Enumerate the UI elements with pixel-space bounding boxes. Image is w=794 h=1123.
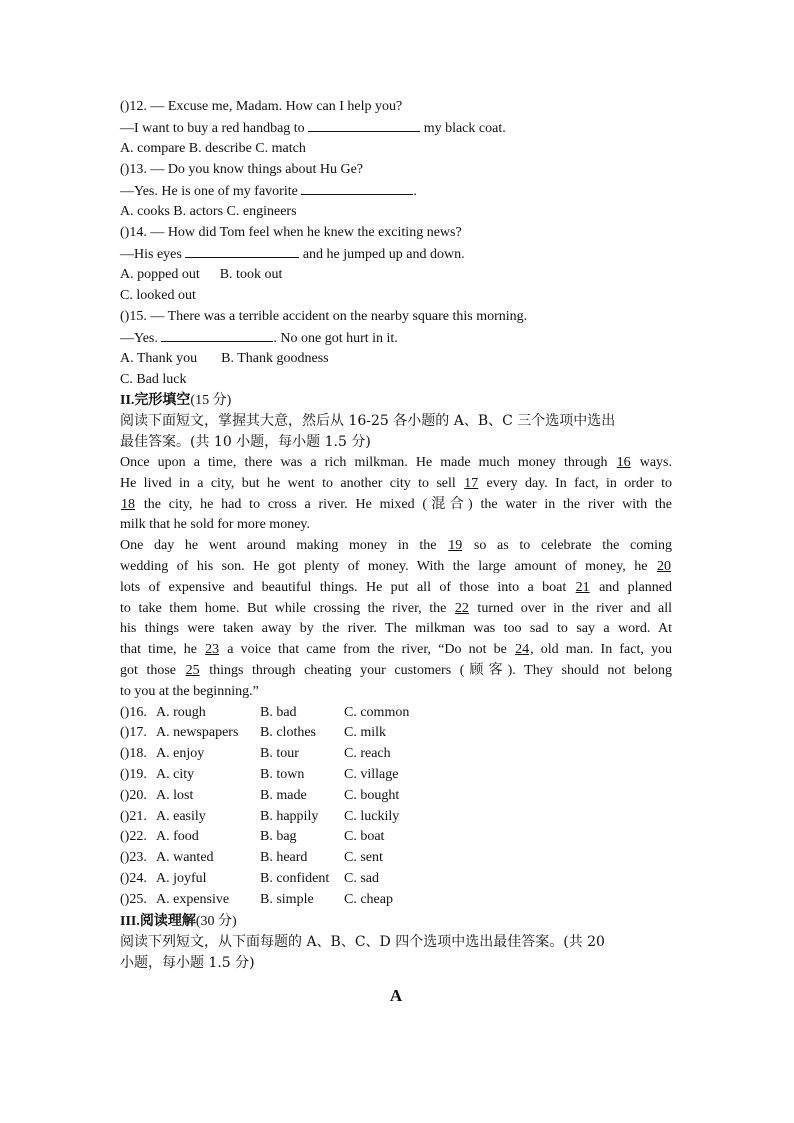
passage-text: ways. — [631, 455, 672, 470]
choice-option-c[interactable]: C. luckily — [344, 808, 400, 824]
passage-text: every day. In fact, in order to — [479, 475, 673, 491]
choice-option-b[interactable]: B. simple — [260, 891, 314, 907]
question-15-response-before: —Yes. — [120, 331, 162, 346]
question-14-response-before: —His eyes — [120, 247, 186, 262]
passage-line — [120, 453, 672, 474]
passage-text: lots of expensive and beautiful things. He put all of those into a boat — [120, 579, 575, 595]
passage-line — [120, 474, 672, 495]
choice-option-a[interactable]: A. expensive — [156, 891, 230, 907]
choice-option-c[interactable]: C. village — [344, 766, 399, 782]
passage-line — [120, 536, 672, 557]
passage-line: to you at the beginning.” — [120, 683, 259, 699]
question-15-stem: ()15. — There was a terrible accident on the nearby square this morning. — [120, 309, 528, 324]
choice-row — [120, 890, 672, 911]
question-14-option-b: B. took out — [219, 267, 283, 282]
choice-question-number: ()23. — [120, 850, 147, 866]
choice-row — [120, 723, 672, 744]
choice-question-number: ()20. — [120, 787, 147, 803]
passage-line — [120, 640, 672, 661]
passage-text: , old man. In fact, you — [530, 642, 673, 658]
question-15-option-a: A. Thank you — [120, 351, 198, 366]
question-14-stem: ()14. — How did Tom feel when he knew the exciting news? — [120, 225, 462, 240]
question-15-blank[interactable] — [161, 327, 273, 342]
question-14-response-after: and he jumped up and down. — [299, 247, 465, 262]
choice-option-b[interactable]: B. confident — [260, 870, 330, 886]
question-14-option-a: A. popped out — [120, 267, 200, 282]
choice-option-c[interactable]: C. sent — [344, 850, 383, 866]
choice-question-number: ()22. — [120, 829, 147, 845]
blank-number-24: 24 — [515, 642, 530, 658]
question-12-options: A. compare B. describe C. match — [120, 141, 306, 156]
choice-question-number: ()18. — [120, 746, 147, 762]
blank-number-19: 19 — [448, 538, 463, 554]
blank-number-20: 20 — [657, 558, 671, 574]
choice-option-a[interactable]: A. rough — [156, 704, 206, 720]
choice-question-number: ()21. — [120, 808, 147, 824]
choice-option-c[interactable]: C. boat — [344, 829, 385, 845]
passage-line — [120, 495, 672, 516]
question-12-blank[interactable] — [308, 117, 420, 132]
passage-text: to take them home. But while crossing the river, the — [120, 600, 454, 616]
choice-option-c[interactable]: C. milk — [344, 725, 387, 741]
choice-row — [120, 786, 672, 807]
section-3-instructions-line2: 小题，每小题 1.5 分) — [120, 954, 255, 971]
choice-option-a[interactable]: A. easily — [156, 808, 206, 824]
question-13-response-before: —Yes. He is one of my favorite — [120, 184, 302, 199]
blank-number-22: 22 — [454, 600, 469, 616]
blank-number-16: 16 — [616, 455, 631, 470]
question-13-stem: ()13. — Do you know things about Hu Ge? — [120, 162, 364, 177]
choice-question-number: ()25. — [120, 891, 147, 907]
choice-option-a[interactable]: A. enjoy — [156, 746, 205, 762]
choice-option-c[interactable]: C. bought — [344, 787, 400, 803]
question-15-option-b: B. Thank goodness — [221, 351, 329, 366]
passage-line — [120, 578, 672, 599]
blank-number-18: 18 — [121, 496, 135, 512]
passage-text: Once upon a time, there was a rich milkman. He made much money through — [120, 455, 616, 470]
passage-text: so as to celebrate the coming — [463, 538, 673, 554]
choice-row — [120, 765, 672, 786]
section-2-points: (15 分) — [190, 393, 232, 408]
question-15-options-row1 — [120, 348, 672, 369]
question-12-response-before: —I want to buy a red handbag to — [120, 121, 309, 136]
choice-option-a[interactable]: A. lost — [156, 787, 194, 803]
passage-text: a voice that came from the river, “Do not be — [220, 642, 515, 658]
section-3-instructions-line1: 阅读下列短文，从下面每题的 A、B、C、D 四个选项中选出最佳答案。(共 20 — [120, 933, 605, 950]
section-3-title: III.阅读理解 — [120, 913, 196, 929]
question-14-options-row1 — [120, 264, 672, 285]
choice-option-b[interactable]: B. made — [260, 787, 307, 803]
choice-question-number: ()24. — [120, 870, 147, 886]
choice-option-c[interactable]: C. cheap — [344, 891, 393, 907]
choice-option-b[interactable]: B. town — [260, 766, 305, 782]
choice-option-b[interactable]: B. bad — [260, 704, 297, 720]
question-13-options: A. cooks B. actors C. engineers — [120, 204, 297, 219]
question-12-response — [120, 117, 672, 138]
choice-option-b[interactable]: B. bag — [260, 829, 297, 845]
section-2-heading — [120, 390, 672, 411]
choice-option-a[interactable]: A. wanted — [156, 850, 214, 866]
choice-row — [120, 744, 672, 765]
choice-option-b[interactable]: B. heard — [260, 850, 308, 866]
passage-line: milk that he sold for more money. — [120, 517, 310, 533]
blank-number-17: 17 — [464, 475, 479, 491]
choice-question-number: ()17. — [120, 725, 147, 741]
passage-text: turned over in the river and all — [469, 600, 672, 616]
blank-number-21: 21 — [575, 579, 590, 595]
passage-text: that time, he — [120, 642, 205, 658]
passage-text: things through cheating your customers (顾客). They should not belong — [200, 662, 672, 678]
section-2-instructions-line1: 阅读下面短文，掌握其大意，然后从 16-25 各小题的 A、B、C 三个选项中选出 — [120, 413, 616, 429]
section-3-points: (30 分) — [195, 913, 237, 929]
choice-row — [120, 703, 672, 724]
section-2-title: II.完形填空 — [120, 393, 191, 408]
choice-option-a[interactable]: A. newspapers — [156, 725, 239, 741]
question-14-blank[interactable] — [185, 243, 299, 258]
question-13-blank[interactable] — [301, 180, 413, 195]
choice-option-a[interactable]: A. city — [156, 766, 195, 782]
choice-option-b[interactable]: B. clothes — [260, 725, 316, 741]
question-13-response — [120, 180, 672, 201]
question-14-response — [120, 243, 672, 264]
passage-text: and planned — [590, 579, 672, 595]
section-2-instructions-line2: 最佳答案。(共 10 小题，每小题 1.5 分) — [120, 434, 371, 450]
choice-question-number: ()16. — [120, 704, 147, 720]
blank-number-25: 25 — [185, 662, 200, 678]
choice-row — [120, 827, 672, 848]
passage-line — [120, 599, 672, 620]
choice-option-a[interactable]: A. food — [156, 829, 199, 845]
choice-row — [120, 807, 672, 828]
passage-text: He lived in a city, but he went to another city to sell — [120, 475, 464, 491]
choice-row — [120, 848, 672, 869]
passage-text: wedding of his son. He got plenty of money. With the large amount of money, he — [120, 558, 656, 574]
worksheet-page — [120, 96, 672, 1006]
section-3-heading — [120, 911, 672, 932]
passage-a-heading: A — [389, 985, 403, 1005]
question-15-option-c: C. Bad luck — [120, 372, 187, 387]
question-15-response — [120, 327, 672, 348]
passage-line: his things were taken away by the river. The milkman was too sad to say a word. At — [120, 621, 672, 637]
passage-text: One day he went around making money in the — [120, 538, 448, 554]
passage-text: got those — [120, 662, 185, 678]
question-12-response-after: my black coat. — [420, 121, 506, 136]
passage-line — [120, 661, 672, 682]
passage-line — [120, 557, 672, 578]
choice-option-b[interactable]: B. tour — [260, 746, 299, 762]
question-15-response-after: . No one got hurt in it. — [273, 331, 398, 346]
passage-text: the city, he had to cross a river. He mixed (混合) the water in the river with the — [136, 496, 672, 512]
choices-grid — [120, 703, 672, 911]
choice-row — [120, 869, 672, 890]
blank-number-23: 23 — [205, 642, 220, 658]
choice-option-a[interactable]: A. joyful — [156, 870, 207, 886]
question-13-response-after: . — [413, 184, 417, 199]
question-14-option-c: C. looked out — [120, 288, 196, 303]
choice-option-c[interactable]: C. common — [344, 704, 410, 720]
choice-option-c[interactable]: C. sad — [344, 870, 379, 886]
choice-option-b[interactable]: B. happily — [260, 808, 319, 824]
choice-option-c[interactable]: C. reach — [344, 746, 391, 762]
question-12-stem: ()12. — Excuse me, Madam. How can I help you? — [120, 99, 403, 114]
choice-question-number: ()19. — [120, 766, 147, 782]
